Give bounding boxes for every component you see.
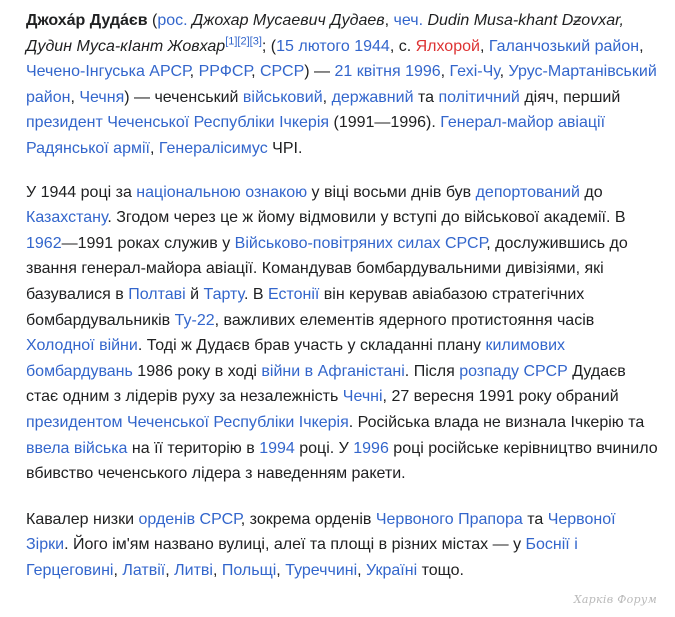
wiki-link[interactable]: 1944 bbox=[354, 37, 390, 55]
wiki-link[interactable]: державний bbox=[331, 88, 414, 106]
text-run: У 1944 році за bbox=[26, 183, 137, 201]
text-run: (1991—1996). bbox=[329, 114, 441, 132]
text-run: , bbox=[479, 37, 489, 55]
foreign-name-text: Джохар Мусаевич Дудаев bbox=[187, 12, 385, 29]
text-run: ( bbox=[147, 12, 158, 29]
wiki-link[interactable]: орденів СРСР bbox=[138, 510, 241, 528]
article-subject-name: Джоха́р Дуда́єв bbox=[26, 12, 148, 29]
wiki-link[interactable]: військовий bbox=[242, 88, 323, 106]
text-run: , bbox=[212, 561, 222, 579]
wiki-link[interactable]: національною ознакою bbox=[136, 183, 308, 201]
wiki-link[interactable]: 1996 bbox=[353, 439, 389, 457]
text-run: , 27 вересня 1991 року обраний bbox=[382, 388, 619, 406]
text-run: ) — bbox=[304, 63, 335, 81]
wiki-link[interactable]: Казахстану bbox=[26, 209, 108, 227]
text-run: на її територію в bbox=[127, 439, 260, 457]
footnote-reference bbox=[237, 35, 249, 47]
wiki-link[interactable]: Чечні bbox=[342, 388, 383, 406]
wiki-link[interactable]: Чечня bbox=[79, 88, 125, 106]
text-run: . Після bbox=[404, 362, 460, 380]
wiki-link[interactable]: Військово-повітряних силах СРСР bbox=[234, 234, 487, 252]
text-run: ) — чеченський bbox=[124, 88, 243, 106]
foreign-name-text: Dudin Musa-khant Dƶovxar, Дудин Муса-кӀант Жовхар bbox=[26, 12, 624, 55]
wiki-link[interactable]: СРСР bbox=[259, 63, 305, 81]
text-run: році російське керівництво вчинило вбивство чеченського лідера з наведенням ракети. bbox=[26, 439, 658, 483]
text-run: році. У bbox=[294, 439, 354, 457]
text-run: діяч, перший bbox=[519, 88, 621, 106]
text-run: Дудаєв стає одним з лідерів руху за незалежність bbox=[26, 362, 626, 406]
wiki-link[interactable]: Боснії і Герцеговині bbox=[26, 536, 578, 579]
footnote-reference bbox=[250, 35, 262, 47]
text-run: у віці восьми днів був bbox=[307, 183, 476, 201]
wiki-link[interactable]: політичний bbox=[438, 88, 520, 106]
text-run: до bbox=[579, 183, 603, 201]
text-run: Кавалер низки bbox=[26, 510, 139, 528]
text-run: . Згодом через це ж йому відмовили у вступі до військової академії. В bbox=[107, 209, 626, 227]
wiki-link[interactable]: 1962 bbox=[26, 234, 62, 252]
text-run: , bbox=[499, 63, 509, 81]
wiki-link[interactable]: 1996 bbox=[405, 63, 441, 81]
text-run: й bbox=[185, 285, 204, 303]
text-run: , bbox=[251, 63, 260, 81]
wiki-redlink[interactable]: Ялхорой bbox=[415, 37, 480, 55]
text-run: , bbox=[639, 37, 644, 55]
text-run: він керував авіабазою стратегічних бомбардувальників bbox=[26, 285, 585, 329]
text-run: —1991 роках служив у bbox=[61, 234, 235, 252]
wiki-link[interactable]: депортований bbox=[475, 183, 580, 201]
text-run: та bbox=[413, 88, 439, 106]
text-run: , bbox=[189, 63, 199, 81]
wiki-link[interactable]: рос. bbox=[157, 12, 188, 29]
text-run: тощо. bbox=[417, 561, 464, 579]
paragraph-intro bbox=[26, 8, 658, 162]
wiki-link[interactable]: Галанчозький район bbox=[488, 37, 640, 55]
wiki-link[interactable]: Тарту bbox=[203, 285, 244, 303]
text-run: , важливих елементів ядерного протистояння часів bbox=[214, 311, 595, 329]
wiki-link[interactable]: Холодної війни bbox=[26, 337, 138, 355]
wiki-link[interactable]: Польщі bbox=[221, 561, 277, 579]
wiki-link[interactable]: війни в Афганістані bbox=[261, 362, 405, 380]
wiki-link[interactable]: Естонії bbox=[267, 285, 320, 303]
wiki-link[interactable]: 21 квітня bbox=[334, 63, 401, 81]
paragraph-awards bbox=[26, 507, 658, 584]
wiki-link[interactable]: Україні bbox=[366, 561, 418, 579]
article-body bbox=[26, 8, 658, 599]
wiki-link[interactable]: килимових бомбардувань bbox=[26, 337, 566, 380]
text-run: , bbox=[113, 561, 123, 579]
wiki-link[interactable]: 1994 bbox=[259, 439, 295, 457]
wiki-link[interactable]: РРФСР bbox=[198, 63, 252, 81]
text-run: та bbox=[522, 510, 548, 528]
wiki-link[interactable]: Литві bbox=[174, 561, 213, 579]
wiki-link[interactable]: Латвії bbox=[122, 561, 166, 579]
text-run: , bbox=[276, 561, 286, 579]
wiki-link[interactable]: 15 лютого bbox=[276, 37, 350, 55]
wiki-link[interactable]: Генерал-майор авіації bbox=[440, 114, 606, 132]
text-run: . Тоді ж Дудаєв брав участь у складанні плану bbox=[137, 337, 486, 355]
wiki-link[interactable]: Генералісимус bbox=[158, 139, 268, 157]
paragraph-biography bbox=[26, 180, 658, 487]
wiki-link[interactable]: Ту-22 bbox=[174, 311, 215, 329]
wiki-link[interactable]: Радянської армії bbox=[26, 139, 150, 157]
wiki-link[interactable]: президентом Чеченської Республіки Ічкерія bbox=[26, 413, 349, 431]
text-run: ; ( bbox=[261, 37, 277, 55]
reference-link[interactable]: [2] bbox=[237, 35, 250, 48]
text-run: . В bbox=[243, 285, 268, 303]
footnote-reference bbox=[225, 35, 237, 47]
text-run: 1986 року в ході bbox=[132, 362, 262, 380]
wiki-link[interactable]: Чечено-Інгуська АРСР bbox=[26, 63, 190, 81]
watermark: Харків Форум bbox=[573, 593, 657, 606]
reference-link[interactable]: [1] bbox=[225, 35, 238, 48]
text-run: . Російська влада не визнала Ічкерію та bbox=[348, 413, 645, 431]
reference-link[interactable]: [3] bbox=[249, 35, 262, 48]
text-run: ЧРІ. bbox=[267, 139, 303, 157]
wiki-link[interactable]: чеч. bbox=[393, 12, 424, 29]
text-run: , bbox=[322, 88, 332, 106]
wiki-link[interactable]: розпаду СРСР bbox=[459, 362, 568, 380]
wiki-link[interactable]: президент Чеченської Республіки Ічкерія bbox=[26, 114, 330, 132]
wiki-link[interactable]: Полтаві bbox=[128, 285, 186, 303]
text-run: , bbox=[384, 12, 394, 29]
wiki-link[interactable]: Червоної Зірки bbox=[26, 510, 616, 554]
wiki-link[interactable]: ввела війська bbox=[26, 439, 128, 457]
text-run: , bbox=[70, 88, 80, 106]
wiki-link[interactable]: Червоного Прапора bbox=[375, 510, 523, 528]
text-run: , с. bbox=[389, 37, 416, 55]
text-run: . Його ім'ям названо вулиці, алеї та площі в різних містах — у bbox=[64, 536, 526, 554]
text-run: , зокрема орденів bbox=[240, 510, 376, 528]
wiki-link[interactable]: Туреччині bbox=[285, 561, 358, 579]
text-run: , bbox=[149, 139, 159, 157]
text-run: , bbox=[357, 561, 367, 579]
text-run: , дослужившись до звання генерал-майора авіації. Командував бомбардувальними дивізіями, які базувалися в bbox=[26, 234, 628, 303]
text-run: , bbox=[165, 561, 175, 579]
wiki-link[interactable]: Гехі-Чу bbox=[449, 63, 500, 81]
wiki-link[interactable]: Урус-Мартанівський район bbox=[26, 63, 657, 106]
text-run: , bbox=[440, 63, 450, 81]
